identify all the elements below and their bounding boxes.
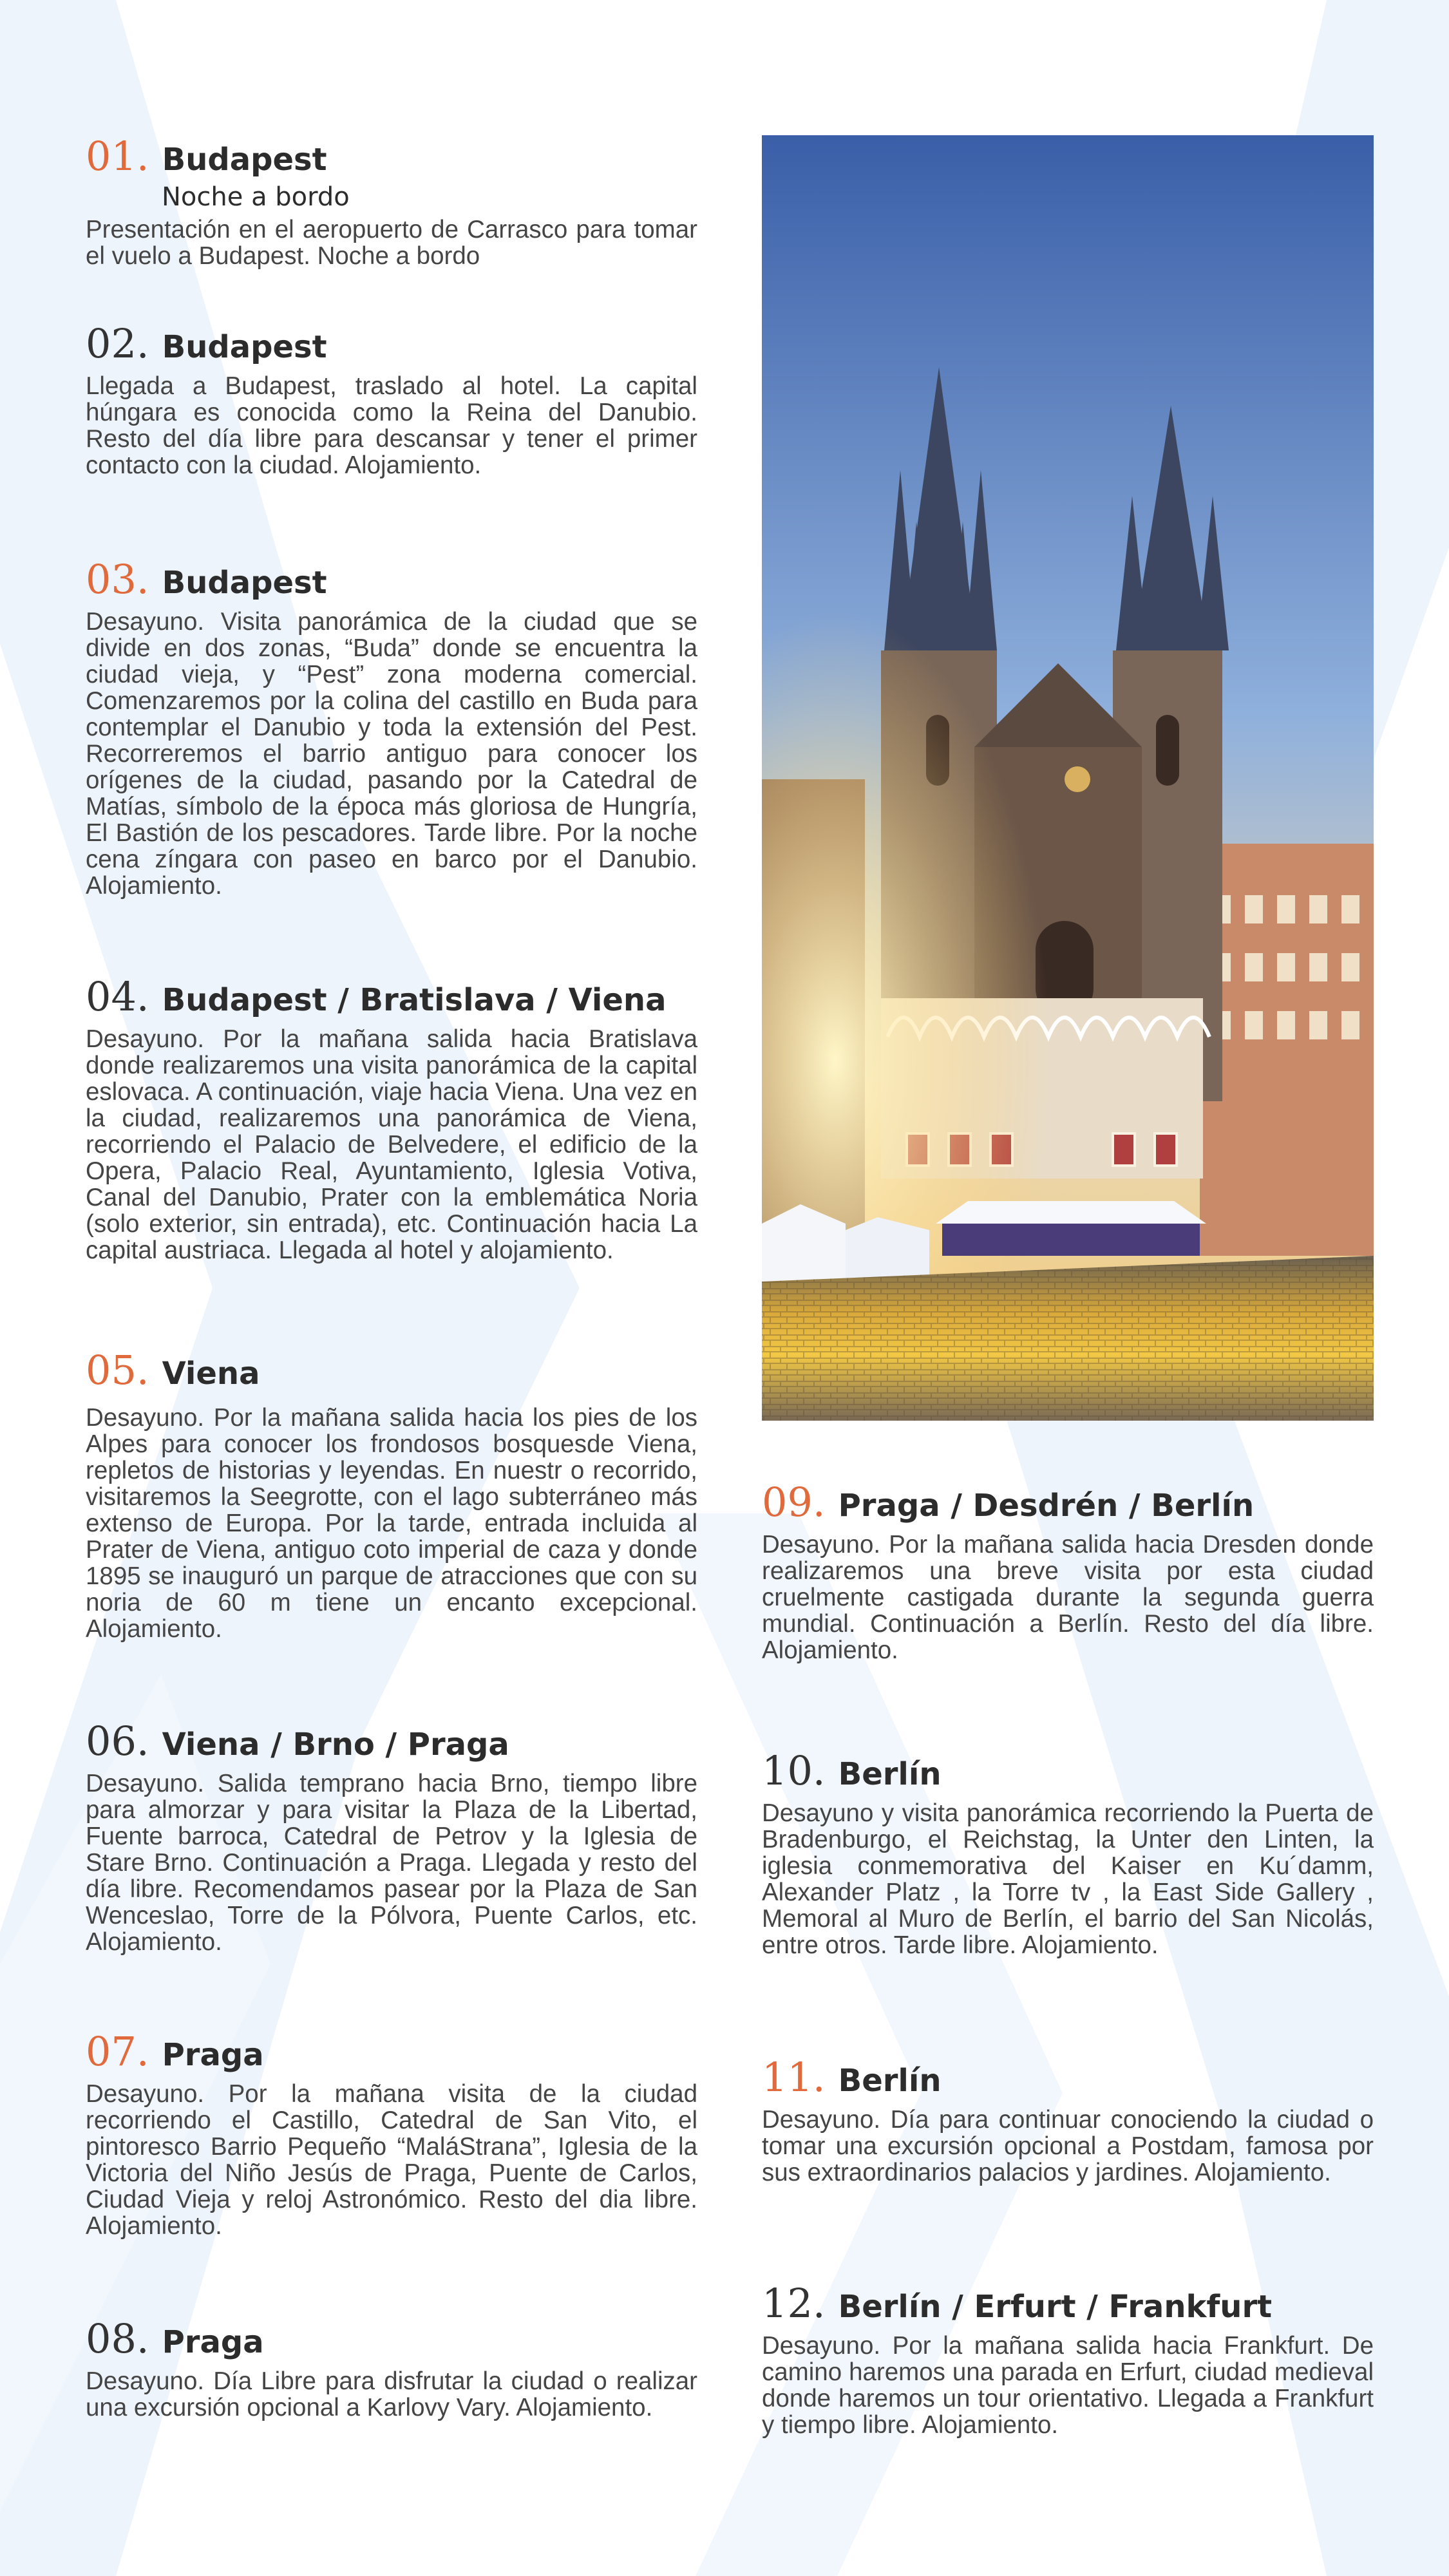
day-number: 01.: [86, 133, 149, 180]
day-12: [762, 2280, 1374, 2439]
day-06: [86, 1718, 697, 1956]
day-02: [86, 320, 697, 479]
day-title: Berlín: [838, 2063, 942, 2099]
day-07: [86, 2028, 697, 2240]
day-05: [86, 1347, 697, 1643]
day-title: Praga / Desdrén / Berlín: [838, 1488, 1255, 1524]
day-description: Desayuno. Salida temprano hacia Brno, tiempo libre para almorzar y para visitar la Plaza de la Libertad, Fuente barroca, Catedral de Petrov y la Iglesia de Stare Brno. Continuación a Praga. Llegada y resto del día libre. Recomendamos pasear por la Plaza de San Wenceslao, Torre de la Pólvora, Puente Carlos, etc. Alojamiento.: [86, 1770, 697, 1956]
day-number: 07.: [86, 2028, 149, 2075]
day-04-header: [86, 973, 697, 1020]
day-09-header: [762, 1479, 1374, 1526]
day-title: Praga: [162, 2037, 264, 2073]
day-number: 02.: [86, 320, 149, 367]
day-11-header: [762, 2054, 1374, 2101]
day-title: Budapest: [162, 329, 327, 365]
day-number: 03.: [86, 556, 149, 603]
day-title: Berlín: [838, 1756, 942, 1792]
day-01: [86, 133, 697, 270]
day-title: Viena / Brno / Praga: [162, 1727, 509, 1763]
day-description: Desayuno. Visita panorámica de la ciudad que se divide en dos zonas, “Buda” donde se encuentra la ciudad vieja, y “Pest” zona moderna comercial. Comenzaremos por la colina del castillo en Buda para contemplar el Danubio y toda la extensión del Pest. Recorreremos el barrio antiguo para conocer los orígenes de la ciudad, pasando por la Catedral de Matías, símbolo de la época más gloriosa de Hungría, El Bastión de los pescadores. Tarde libre. Por la noche cena zíngara con paseo en barco por el Danubio. Alojamiento.: [86, 608, 697, 900]
day-description: Presentación en el aeropuerto de Carrasco para tomar el vuelo a Budapest. Noche a bordo: [86, 216, 697, 270]
day-number: 11.: [762, 2054, 826, 2101]
day-title: Berlín / Erfurt / Frankfurt: [838, 2289, 1273, 2325]
day-title: Budapest: [162, 565, 327, 601]
day-10: [762, 1747, 1374, 1959]
day-02-header: [86, 320, 697, 367]
day-12-header: [762, 2280, 1374, 2327]
day-01-header: [86, 133, 697, 180]
day-number: 08.: [86, 2315, 149, 2362]
day-04: [86, 973, 697, 1264]
day-description: Desayuno. Por la mañana visita de la ciudad recorriendo el Castillo, Catedral de San Vito, el pintoresco Barrio Pequeño “MaláStrana”, Iglesia de la Victoria del Niño Jesús de Praga, Puente de Carlos, Ciudad Vieja y reloj Astronómico. Resto del dia libre. Alojamiento.: [86, 2080, 697, 2240]
day-09: [762, 1479, 1374, 1664]
day-description: Desayuno. Por la mañana salida hacia los pies de los Alpes para conocer los frondosos bosquesde Viena, repletos de historias y leyendas. En nuestr o recorrido, visitaremos la Seegrotte, con el lago subterráneo más extenso de Europa. Por la tarde, entrada incluida al Prater de Viena, antiguo coto imperial de caza y donde 1895 se inauguró un parque de atracciones que con su noria de 60 m tiene un encanto excepcional. Alojamiento.: [86, 1404, 697, 1643]
day-description: Desayuno. Por la mañana salida hacia Dresden donde realizaremos una breve visita por esta ciudad cruelmente castigada durante la segunda guerra mundial. Continuación a Berlín. Resto del día libre. Alojamiento.: [762, 1531, 1374, 1664]
day-10-header: [762, 1747, 1374, 1794]
day-title: Praga: [162, 2324, 264, 2360]
day-description: Desayuno. Día Libre para disfrutar la ciudad o realizar una excursión opcional a Karlovy Vary. Alojamiento.: [86, 2367, 697, 2421]
day-description: Llegada a Budapest, traslado al hotel. La capital húngara es conocida como la Reina del Danubio. Resto del día libre para descansar y tener el primer contacto con la ciudad. Alojamiento.: [86, 372, 697, 479]
day-description: Desayuno. Día para continuar conociendo la ciudad o tomar una excursión opcional a Postdam, famosa por sus extraordinarios palacios y jardines. Alojamiento.: [762, 2106, 1374, 2186]
day-03: [86, 556, 697, 900]
day-11: [762, 2054, 1374, 2186]
day-number: 04.: [86, 973, 149, 1020]
day-number: 10.: [762, 1747, 826, 1794]
prague-tyn-church-photo: [762, 135, 1374, 1421]
day-08-header: [86, 2315, 697, 2362]
day-number: 09.: [762, 1479, 826, 1526]
day-description: Desayuno. Por la mañana salida hacia Frankfurt. De camino haremos una parada en Erfurt, ciudad medieval donde haremos un tour orientativo. Llegada a Frankfurt y tiempo libre. Alojamiento.: [762, 2332, 1374, 2439]
day-description: Desayuno y visita panorámica recorriendo la Puerta de Bradenburgo, el Reichstag, la Unter den Linten, la iglesia conmemorativa del Kaiser en Ku´damm, Alexander Platz , la Torre tv , la East Side Gallery , Memoral al Muro de Berlín, el barrio del San Nicolás, entre otros. Tarde libre. Alojamiento.: [762, 1799, 1374, 1959]
day-03-header: [86, 556, 697, 603]
day-title: Budapest: [162, 142, 327, 178]
day-number: 12.: [762, 2280, 826, 2327]
day-subtitle: Noche a bordo: [162, 182, 350, 212]
day-number: 05.: [86, 1347, 149, 1394]
day-description: Desayuno. Por la mañana salida hacia Bratislava donde realizaremos una visita panorámica de la capital eslovaca. A continuación, viaje hacia Viena. Una vez en la ciudad, realizaremos una panorámica de Viena, recorriendo el Palacio de Belvedere, el edificio de la Opera, Palacio Real, Ayuntamiento, Iglesia Votiva, Canal del Danubio, Prater con la emblemática Noria (solo exterior, sin entrada), etc. Continuación hacia La capital austriaca. Llegada al hotel y alojamiento.: [86, 1025, 697, 1264]
day-title: Budapest / Bratislava / Viena: [162, 982, 667, 1018]
day-08: [86, 2315, 697, 2421]
day-05-header: [86, 1347, 697, 1394]
day-06-header: [86, 1718, 697, 1765]
day-number: 06.: [86, 1718, 149, 1765]
day-title: Viena: [162, 1356, 260, 1392]
day-07-header: [86, 2028, 697, 2075]
